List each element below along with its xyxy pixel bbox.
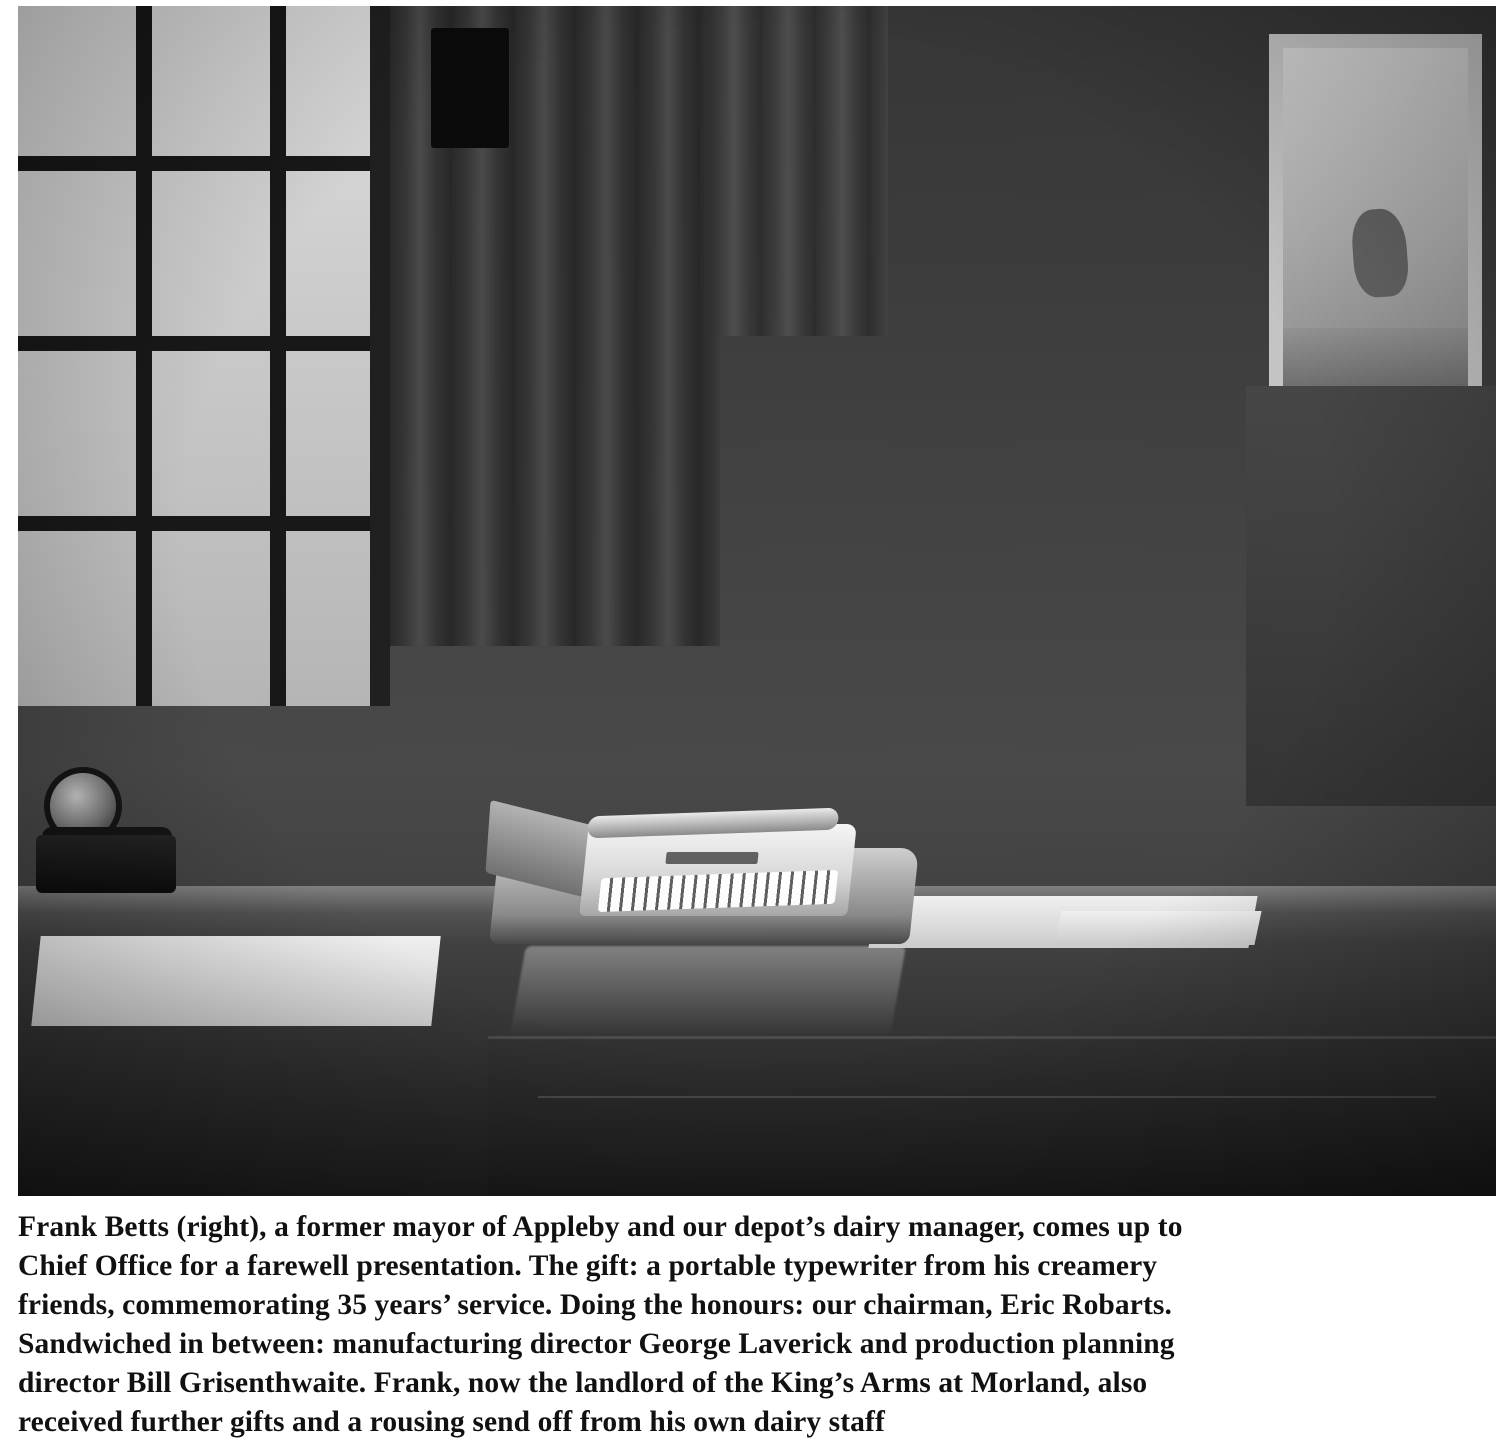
caption-line: Sandwiched in between: manufacturing director George Laverick and production planning [18,1328,1175,1360]
portable-typewriter [488,796,918,946]
window-glazing-bar-horizontal [18,156,390,171]
window-glazing-bar-vertical [136,6,152,706]
photograph [18,6,1496,1196]
wall-panel-right [1246,386,1496,806]
caption-line: friends, commemorating 35 years’ service. Doing the honours: our chairman, Eric Robarts. [18,1289,1172,1321]
curtain [708,6,888,336]
wall-object [431,28,509,148]
window [18,6,390,706]
photo-caption [18,1208,1484,1442]
window-frame-edge [370,6,390,706]
caption-line: Chief Office for a farewell presentation. The gift: a portable typewriter from his creamery [18,1250,1158,1282]
desk-front [488,1036,1496,1196]
caption-line: Frank Betts (right), a former mayor of Appleby and our depot’s dairy manager, comes up to [18,1211,1183,1243]
typewriter-brand-plate [665,852,758,864]
typewriter-reflection [510,946,906,1036]
window-glazing-bar-vertical [270,6,286,706]
paper-sheet [1054,911,1261,945]
caption-line: director Bill Grisenthwaite. Frank, now the landlord of the King’s Arms at Morland, also [18,1367,1148,1399]
caption-line: received further gifts and a rousing send off from his own dairy staff [18,1406,885,1438]
desk-drawer-line [538,1096,1436,1098]
telephone-base [36,835,176,893]
framed-painting [1269,34,1482,412]
telephone [36,761,176,891]
window-glazing-bar-horizontal [18,336,390,351]
paper-sheet [31,936,440,1026]
window-glazing-bar-horizontal [18,516,390,531]
